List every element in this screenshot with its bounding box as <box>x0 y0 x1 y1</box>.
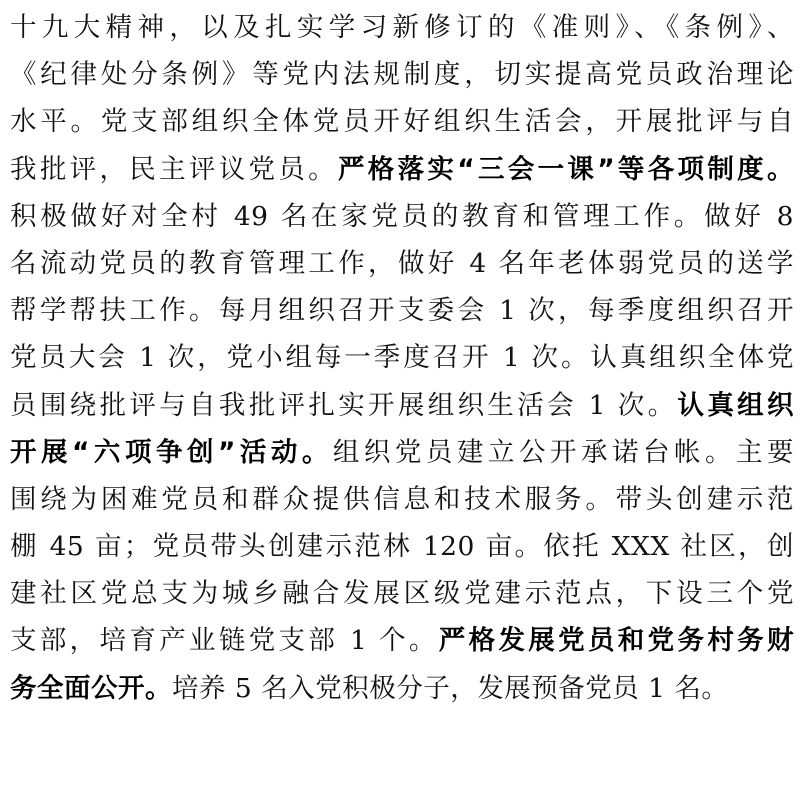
text-line <box>10 4 794 51</box>
body-text: 党员大会 1 次，党小组每一季度召开 1 次。认真组织全体党 <box>10 342 794 374</box>
text-line <box>10 193 794 240</box>
text-line <box>10 476 794 523</box>
body-text: 我批评，民主评议党员。 <box>10 153 338 185</box>
bold-heading-text: 开展“六项争创”活动。 <box>10 436 333 468</box>
text-line <box>10 98 794 145</box>
body-text: 培养 5 名入党积极分子，发展预备党员 1 名。 <box>172 672 729 704</box>
bold-heading-text: 严格发展党员和党务村务财 <box>438 625 794 657</box>
body-text: 十九大精神，以及扎实学习新修订的《准则》、《条例》、 <box>10 12 794 43</box>
body-text: 积极做好对全村 49 名在家党员的教育和管理工作。做好 8 <box>10 200 794 232</box>
text-line <box>10 429 794 476</box>
body-text: 名流动党员的教育管理工作，做好 4 名年老体弱党员的送学 <box>10 247 794 279</box>
body-text: 帮学帮扶工作。每月组织召开支委会 1 次，每季度组织召开 <box>10 295 794 327</box>
body-text: 组织党员建立公开承诺台帐。主要 <box>332 436 794 468</box>
text-line <box>10 287 794 334</box>
body-text: 围绕为困难党员和群众提供信息和技术服务。带头创建示范 <box>10 483 794 515</box>
document-page <box>10 4 794 712</box>
text-line <box>10 382 794 429</box>
text-line <box>10 665 794 712</box>
text-line <box>10 334 794 381</box>
bold-heading-text: 务全面公开。 <box>10 672 172 704</box>
text-line <box>10 523 794 570</box>
text-line <box>10 51 794 98</box>
body-text: 员围绕批评与自我批评扎实开展组织生活会 1 次。 <box>10 389 678 421</box>
body-text: 水平。党支部组织全体党员开好组织生活会，开展批评与自 <box>10 106 794 138</box>
body-text: 《纪律处分条例》等党内法规制度，切实提高党员政治理论 <box>10 59 794 91</box>
body-text: 支部，培育产业链党支部 1 个。 <box>10 625 439 657</box>
text-line <box>10 617 794 664</box>
body-text: 棚 45 亩；党员带头创建示范林 120 亩。依托 XXX 社区，创 <box>10 531 794 563</box>
text-line <box>10 240 794 287</box>
body-text: 建社区党总支为城乡融合发展区级党建示范点，下设三个党 <box>10 578 794 610</box>
bold-heading-text: 严格落实“三会一课”等各项制度。 <box>337 153 794 185</box>
bold-heading-text: 认真组织 <box>677 389 794 421</box>
text-line <box>10 570 794 617</box>
text-line <box>10 146 794 193</box>
